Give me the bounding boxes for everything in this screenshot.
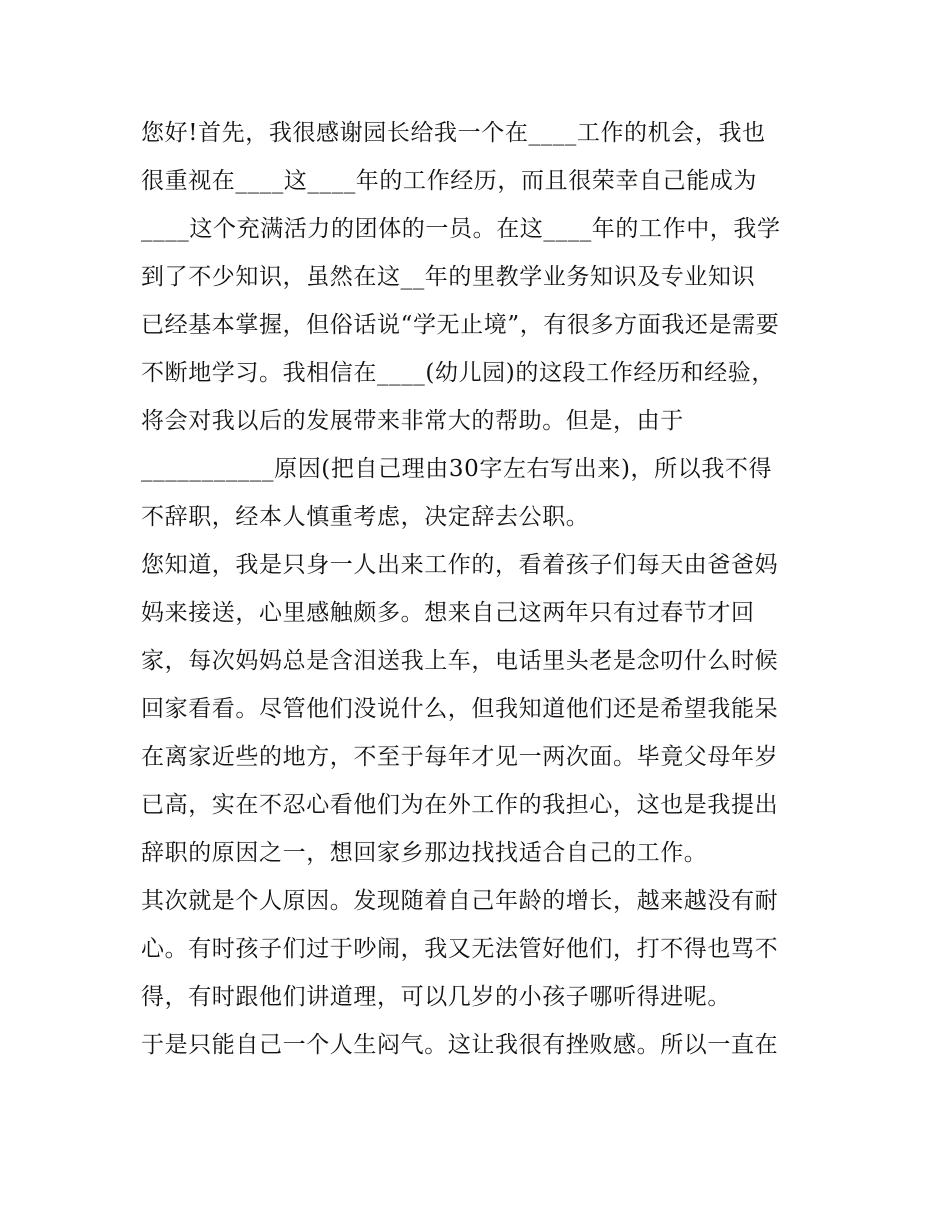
text-line: 辞职的原因之一，想回家乡那边找找适合自己的工作。 xyxy=(141,840,708,866)
text-line: 家，每次妈妈总是含泪送我上车，电话里头老是念叨什么时候 xyxy=(141,648,779,674)
text-line: 其次就是个人原因。发现随着自己年龄的增长，越来越没有耐 xyxy=(141,888,779,914)
text-line: 妈来接送，心里感触颇多。想来自己这两年只有过春节才回 xyxy=(141,600,755,626)
letter-body xyxy=(141,109,821,1069)
text-line: 已经基本掌握，但俗话说“学无止境”，有很多方面我还是需要 xyxy=(141,312,780,338)
text-line: 心。有时孩子们过于吵闹，我又无法管好他们，打不得也骂不 xyxy=(141,936,779,962)
text-line: 很重视在____这____年的工作经历，而且很荣幸自己能成为 xyxy=(141,168,757,194)
text-line: 于是只能自己一个人生闷气。这让我很有挫败感。所以一直在 xyxy=(141,1032,779,1058)
text-line: ___________原因(把自己理由30字左右写出来)，所以我不得 xyxy=(141,456,773,482)
paragraph-2 xyxy=(141,541,821,877)
text-line: 已高，实在不忍心看他们为在外工作的我担心，这也是我提出 xyxy=(141,792,779,818)
text-line: 将会对我以后的发展带来非常大的帮助。但是，由于 xyxy=(141,408,684,434)
text-line: 在离家近些的地方，不至于每年才见一两次面。毕竟父母年岁 xyxy=(141,744,779,770)
text-line: 不断地学习。我相信在____(幼儿园)的这段工作经历和经验， xyxy=(141,360,775,386)
text-line: 回家看看。尽管他们没说什么，但我知道他们还是希望我能呆 xyxy=(141,696,779,722)
paragraph-3 xyxy=(141,877,821,1021)
paragraph-1 xyxy=(141,109,821,541)
text-line: 您知道，我是只身一人出来工作的，看着孩子们每天由爸爸妈 xyxy=(141,552,779,578)
paragraph-4 xyxy=(141,1021,821,1069)
text-line: 不辞职，经本人慎重考虑，决定辞去公职。 xyxy=(141,504,590,530)
text-line: 您好!首先，我很感谢园长给我一个在____工作的机会，我也 xyxy=(141,120,766,146)
text-line: 得，有时跟他们讲道理，可以几岁的小孩子哪听得进呢。 xyxy=(141,984,731,1010)
text-line: 到了不少知识，虽然在这__年的里教学业务知识及专业知识 xyxy=(141,264,756,290)
text-line: ____这个充满活力的团体的一员。在这____年的工作中，我学 xyxy=(141,216,781,242)
